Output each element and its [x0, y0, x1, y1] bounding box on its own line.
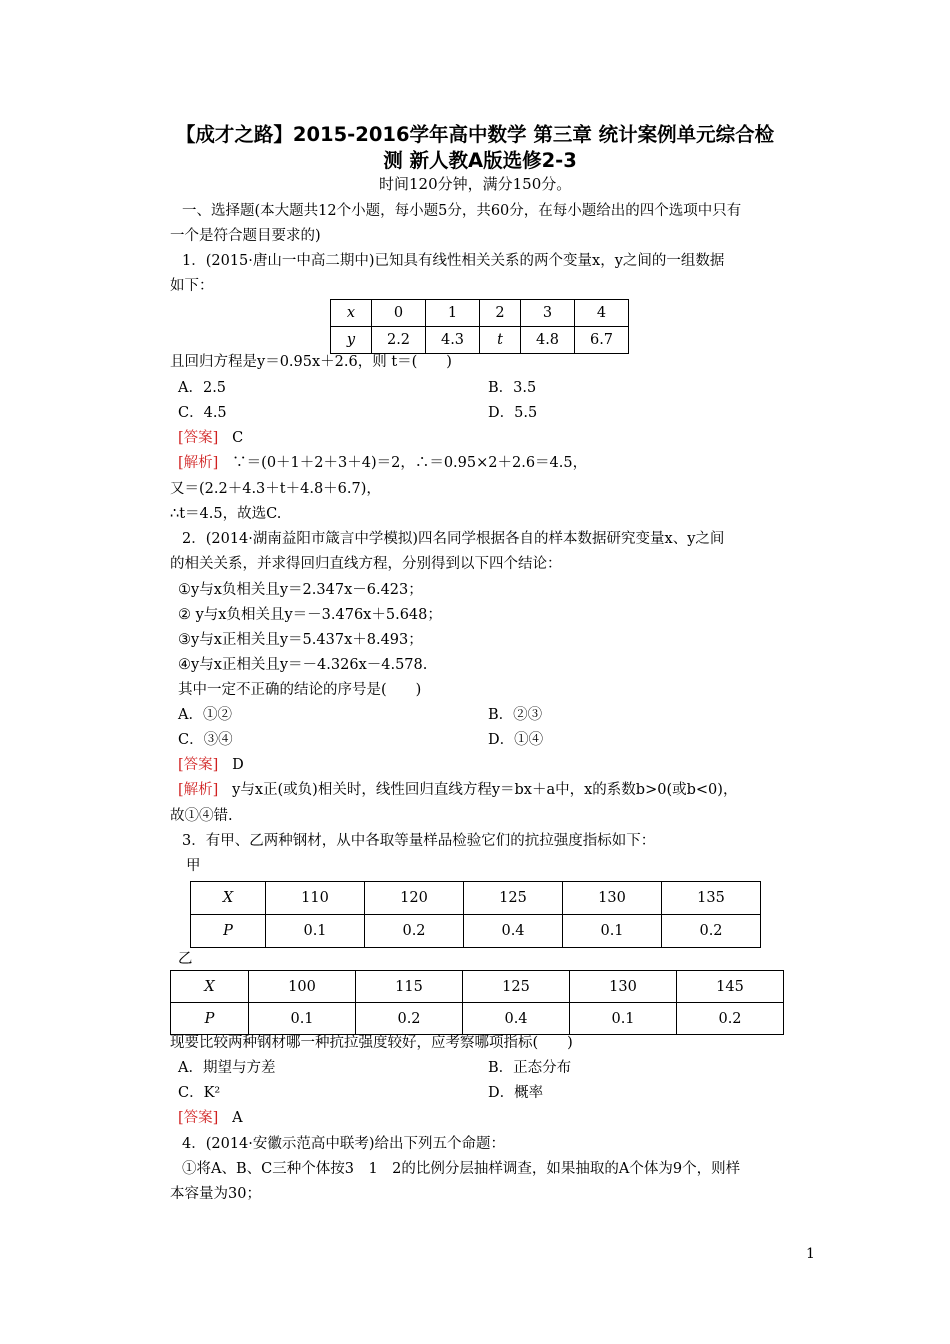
q2-analysis-line-1: y与x正(或负)相关时，线性回归直线方程y＝bx＋a中，x的系数b>0(或b<0)，: [232, 782, 738, 798]
q2-stem-line-2: 的相关关系，并求得回归直线方程，分别得到以下四个结论：: [170, 556, 562, 572]
q4-proposition-1-line-1: ①将A、B、C三种个体按3 1 2的比例分层抽样调查，如果抽取的A个体为9个，则样: [182, 1161, 741, 1177]
q3-stem-line-1: 3．有甲、乙两种钢材，从中各取等量样品检验它们的抗拉强度指标如下：: [182, 833, 656, 849]
exam-subtitle: 时间120分钟，满分150分。: [379, 175, 572, 193]
q2-analysis-line-2: 故①④错.: [170, 808, 233, 824]
table-cell: 0.1: [570, 1003, 677, 1035]
table-cell: 0.1: [563, 915, 662, 948]
table-cell: 4.8: [521, 327, 575, 354]
q3-answer-label: [答案]: [178, 1110, 219, 1126]
title-line-1: 【成才之路】2015-2016学年高中数学 第三章 统计案例单元综合检: [175, 123, 775, 146]
q4-proposition-1-line-2: 本容量为30；: [170, 1186, 261, 1202]
q4-stem-line-1: 4．(2014·安徽示范高中联考)给出下列五个命题：: [182, 1136, 506, 1152]
table-cell: 125: [464, 882, 563, 915]
table-cell: 115: [356, 971, 463, 1003]
q2-stem-line-3: 其中一定不正确的结论的序号是( ): [178, 682, 422, 698]
section-heading-line-1: 一、选择题(本大题共12个小题，每小题5分，共60分，在每小题给出的四个选项中只有: [182, 203, 742, 219]
q1-analysis-label: [解析]: [178, 455, 219, 471]
table-row: [331, 327, 629, 354]
q3-stem-line-2: 现要比较两种钢材哪一种抗拉强度较好，应考察哪项指标( ): [170, 1035, 573, 1051]
table-cell: 110: [266, 882, 365, 915]
table-cell: 0: [372, 300, 426, 327]
q2-conclusion-2: ② y与x负相关且y＝－3.476x＋5.648；: [178, 607, 442, 623]
q2-conclusion-4: ④y与x正相关且y＝－4.326x－4.578.: [178, 657, 428, 673]
q2-conclusion-3: ③y与x正相关且y＝5.437x＋8.493；: [178, 632, 423, 648]
table-cell: 3: [521, 300, 575, 327]
q3-option-b: B．正态分布: [488, 1060, 572, 1076]
table-cell: x: [331, 300, 372, 327]
table-cell: 4.3: [426, 327, 480, 354]
table-cell: 125: [463, 971, 570, 1003]
q3-yi-table: [170, 970, 784, 1035]
q2-analysis-row: [178, 780, 737, 800]
q3-jia-label: 甲: [186, 858, 201, 874]
table-cell: y: [331, 327, 372, 354]
table-cell: 0.1: [249, 1003, 356, 1035]
q1-data-table: [330, 299, 629, 354]
table-cell: 1: [426, 300, 480, 327]
table-cell: 2.2: [372, 327, 426, 354]
table-cell: X: [171, 971, 249, 1003]
table-cell: P: [171, 1003, 249, 1035]
table-cell: 145: [677, 971, 784, 1003]
q3-option-d: D．概率: [488, 1085, 544, 1101]
table-cell: 100: [249, 971, 356, 1003]
q2-conclusion-1: ①y与x负相关且y＝2.347x－6.423；: [178, 582, 423, 598]
table-cell: t: [480, 327, 521, 354]
q3-jia-table: [190, 881, 761, 948]
table-cell: 2: [480, 300, 521, 327]
table-cell: 0.2: [365, 915, 464, 948]
section-heading-line-2: 一个是符合题目要求的): [170, 228, 321, 244]
table-cell: 4: [575, 300, 629, 327]
table-cell: 0.2: [356, 1003, 463, 1035]
table-cell: 0.4: [464, 915, 563, 948]
q3-answer-row: [178, 1108, 243, 1128]
q3-option-c: C．K²: [178, 1085, 221, 1101]
q1-analysis-line-2: 又＝(2.2＋4.3＋t＋4.8＋6.7)，: [170, 481, 381, 497]
table-row: [171, 1003, 784, 1035]
q2-option-b: B．②③: [488, 707, 543, 723]
q3-option-a: A．期望与方差: [178, 1060, 276, 1076]
q2-answer-value: D: [232, 757, 244, 773]
document-title: [0, 122, 950, 174]
q2-option-d: D．①④: [488, 732, 544, 748]
q1-option-a: A．2.5: [178, 380, 227, 396]
q2-analysis-label: [解析]: [178, 782, 219, 798]
table-cell: 0.4: [463, 1003, 570, 1035]
table-cell: 0.2: [677, 1003, 784, 1035]
table-cell: 130: [570, 971, 677, 1003]
q1-stem-line-2: 如下：: [170, 278, 214, 294]
q2-answer-row: [178, 755, 244, 775]
q1-option-c: C．4.5: [178, 405, 227, 421]
q1-analysis-line-1: ∵＝(0＋1＋2＋3＋4)＝2，∴＝0.95×2＋2.6＝4.5，: [232, 455, 588, 471]
table-cell: 0.1: [266, 915, 365, 948]
q1-stem-line-3: 且回归方程是y＝0.95x＋2.6，则 t＝( ): [170, 354, 452, 370]
table-cell: P: [191, 915, 266, 948]
q1-answer-label: [答案]: [178, 430, 219, 446]
q1-stem-line-1: 1．(2015·唐山一中高二期中)已知具有线性相关关系的两个变量x，y之间的一组数据: [182, 253, 725, 269]
q1-answer-value: C: [232, 430, 244, 446]
q3-answer-value: A: [232, 1110, 243, 1126]
q3-yi-label: 乙: [178, 951, 193, 967]
table-cell: 0.2: [662, 915, 761, 948]
table-row: [191, 915, 761, 948]
q1-analysis-line-3: ∴t＝4.5，故选C.: [170, 506, 282, 522]
table-cell: 135: [662, 882, 761, 915]
q1-answer-row: [178, 428, 243, 448]
table-cell: 120: [365, 882, 464, 915]
q1-option-b: B．3.5: [488, 380, 537, 396]
q1-analysis-row: [178, 453, 587, 473]
table-cell: X: [191, 882, 266, 915]
q2-stem-line-1: 2．(2014·湖南益阳市箴言中学模拟)四名同学根据各自的样本数据研究变量x、y之间: [182, 531, 725, 547]
table-cell: 6.7: [575, 327, 629, 354]
table-cell: 130: [563, 882, 662, 915]
q2-option-a: A．①②: [178, 707, 232, 723]
q2-option-c: C．③④: [178, 732, 233, 748]
page-number: 1: [806, 1246, 815, 1262]
q1-option-d: D．5.5: [488, 405, 538, 421]
table-row: [191, 882, 761, 915]
title-line-2: 测 新人教A版选修2-3: [383, 149, 577, 172]
table-row: [171, 971, 784, 1003]
q2-answer-label: [答案]: [178, 757, 219, 773]
table-row: [331, 300, 629, 327]
